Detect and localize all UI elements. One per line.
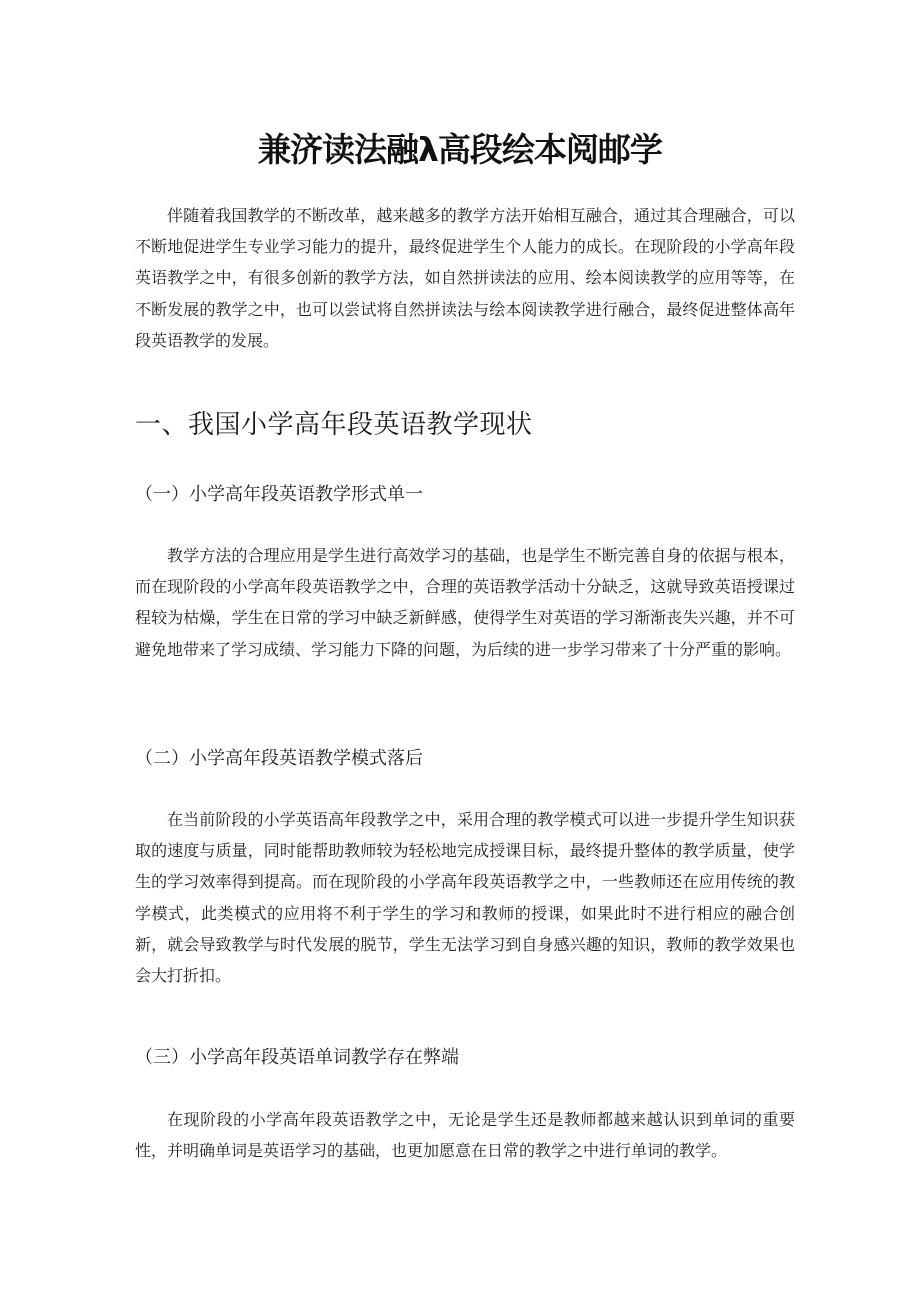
- document-title: 兼济读法融λ高段绘本阅邮学: [258, 130, 662, 169]
- subsection-2-paragraph: 在当前阶段的小学英语高年段教学之中，采用合理的教学模式可以进一步提升学生知识获取的速度与质量，同时能帮助教师较为轻松地完成授课目标，最终提升整体的教学质量，使学生的学习效率得到提高。而在现阶段的小学高年段英语教学之中，一些教师还在应用传统的教学模式，此类模式的应用将不利于学生的学习和教师的授课，如果此时不进行相应的融合创新，就会导致教学与时代发展的脱节，学生无法学习到自身感兴趣的知识，教师的教学效果也会大打折扣。: [135, 810, 795, 986]
- subsection-3-paragraph: 在现阶段的小学高年段英语教学之中，无论是学生还是教师都越来越认识到单词的重要性，并明确单词是英语学习的基础，也更加愿意在日常的教学之中进行单词的教学。: [135, 1110, 795, 1161]
- subsection-1-paragraph: 教学方法的合理应用是学生进行高效学习的基础，也是学生不断完善自身的依据与根本，而在现阶段的小学高年段英语教学之中，合理的英语教学活动十分缺乏，这就导致英语授课过程较为枯燥，学生在日常的学习中缺乏新鲜感，使得学生对英语的学习渐渐丧失兴趣，并不可避免地带来了学习成绩、学习能力下降的问题，为后续的进一步学习带来了十分严重的影响。: [135, 546, 795, 659]
- intro-paragraph: 伴随着我国教学的不断改革，越来越多的教学方法开始相互融合，通过其合理融合，可以不断地促进学生专业学习能力的提升，最终促进学生个人能力的成长。在现阶段的小学高年段英语教学之中，有很多创新的教学方法，如自然拼读法的应用、绘本阅读教学的应用等等，在不断发展的教学之中，也可以尝试将自然拼读法与绘本阅读教学进行融合，最终促进整体高年段英语教学的发展。: [135, 206, 795, 350]
- subsection-2-heading: （二）小学高年段英语教学模式落后: [135, 748, 423, 769]
- subsection-1-heading: （一）小学高年段英语教学形式单一: [135, 484, 423, 505]
- subsection-3-heading: （三）小学高年段英语单词教学存在弊端: [135, 1047, 459, 1068]
- section-1-heading: 一、我国小学高年段英语教学现状: [135, 410, 533, 440]
